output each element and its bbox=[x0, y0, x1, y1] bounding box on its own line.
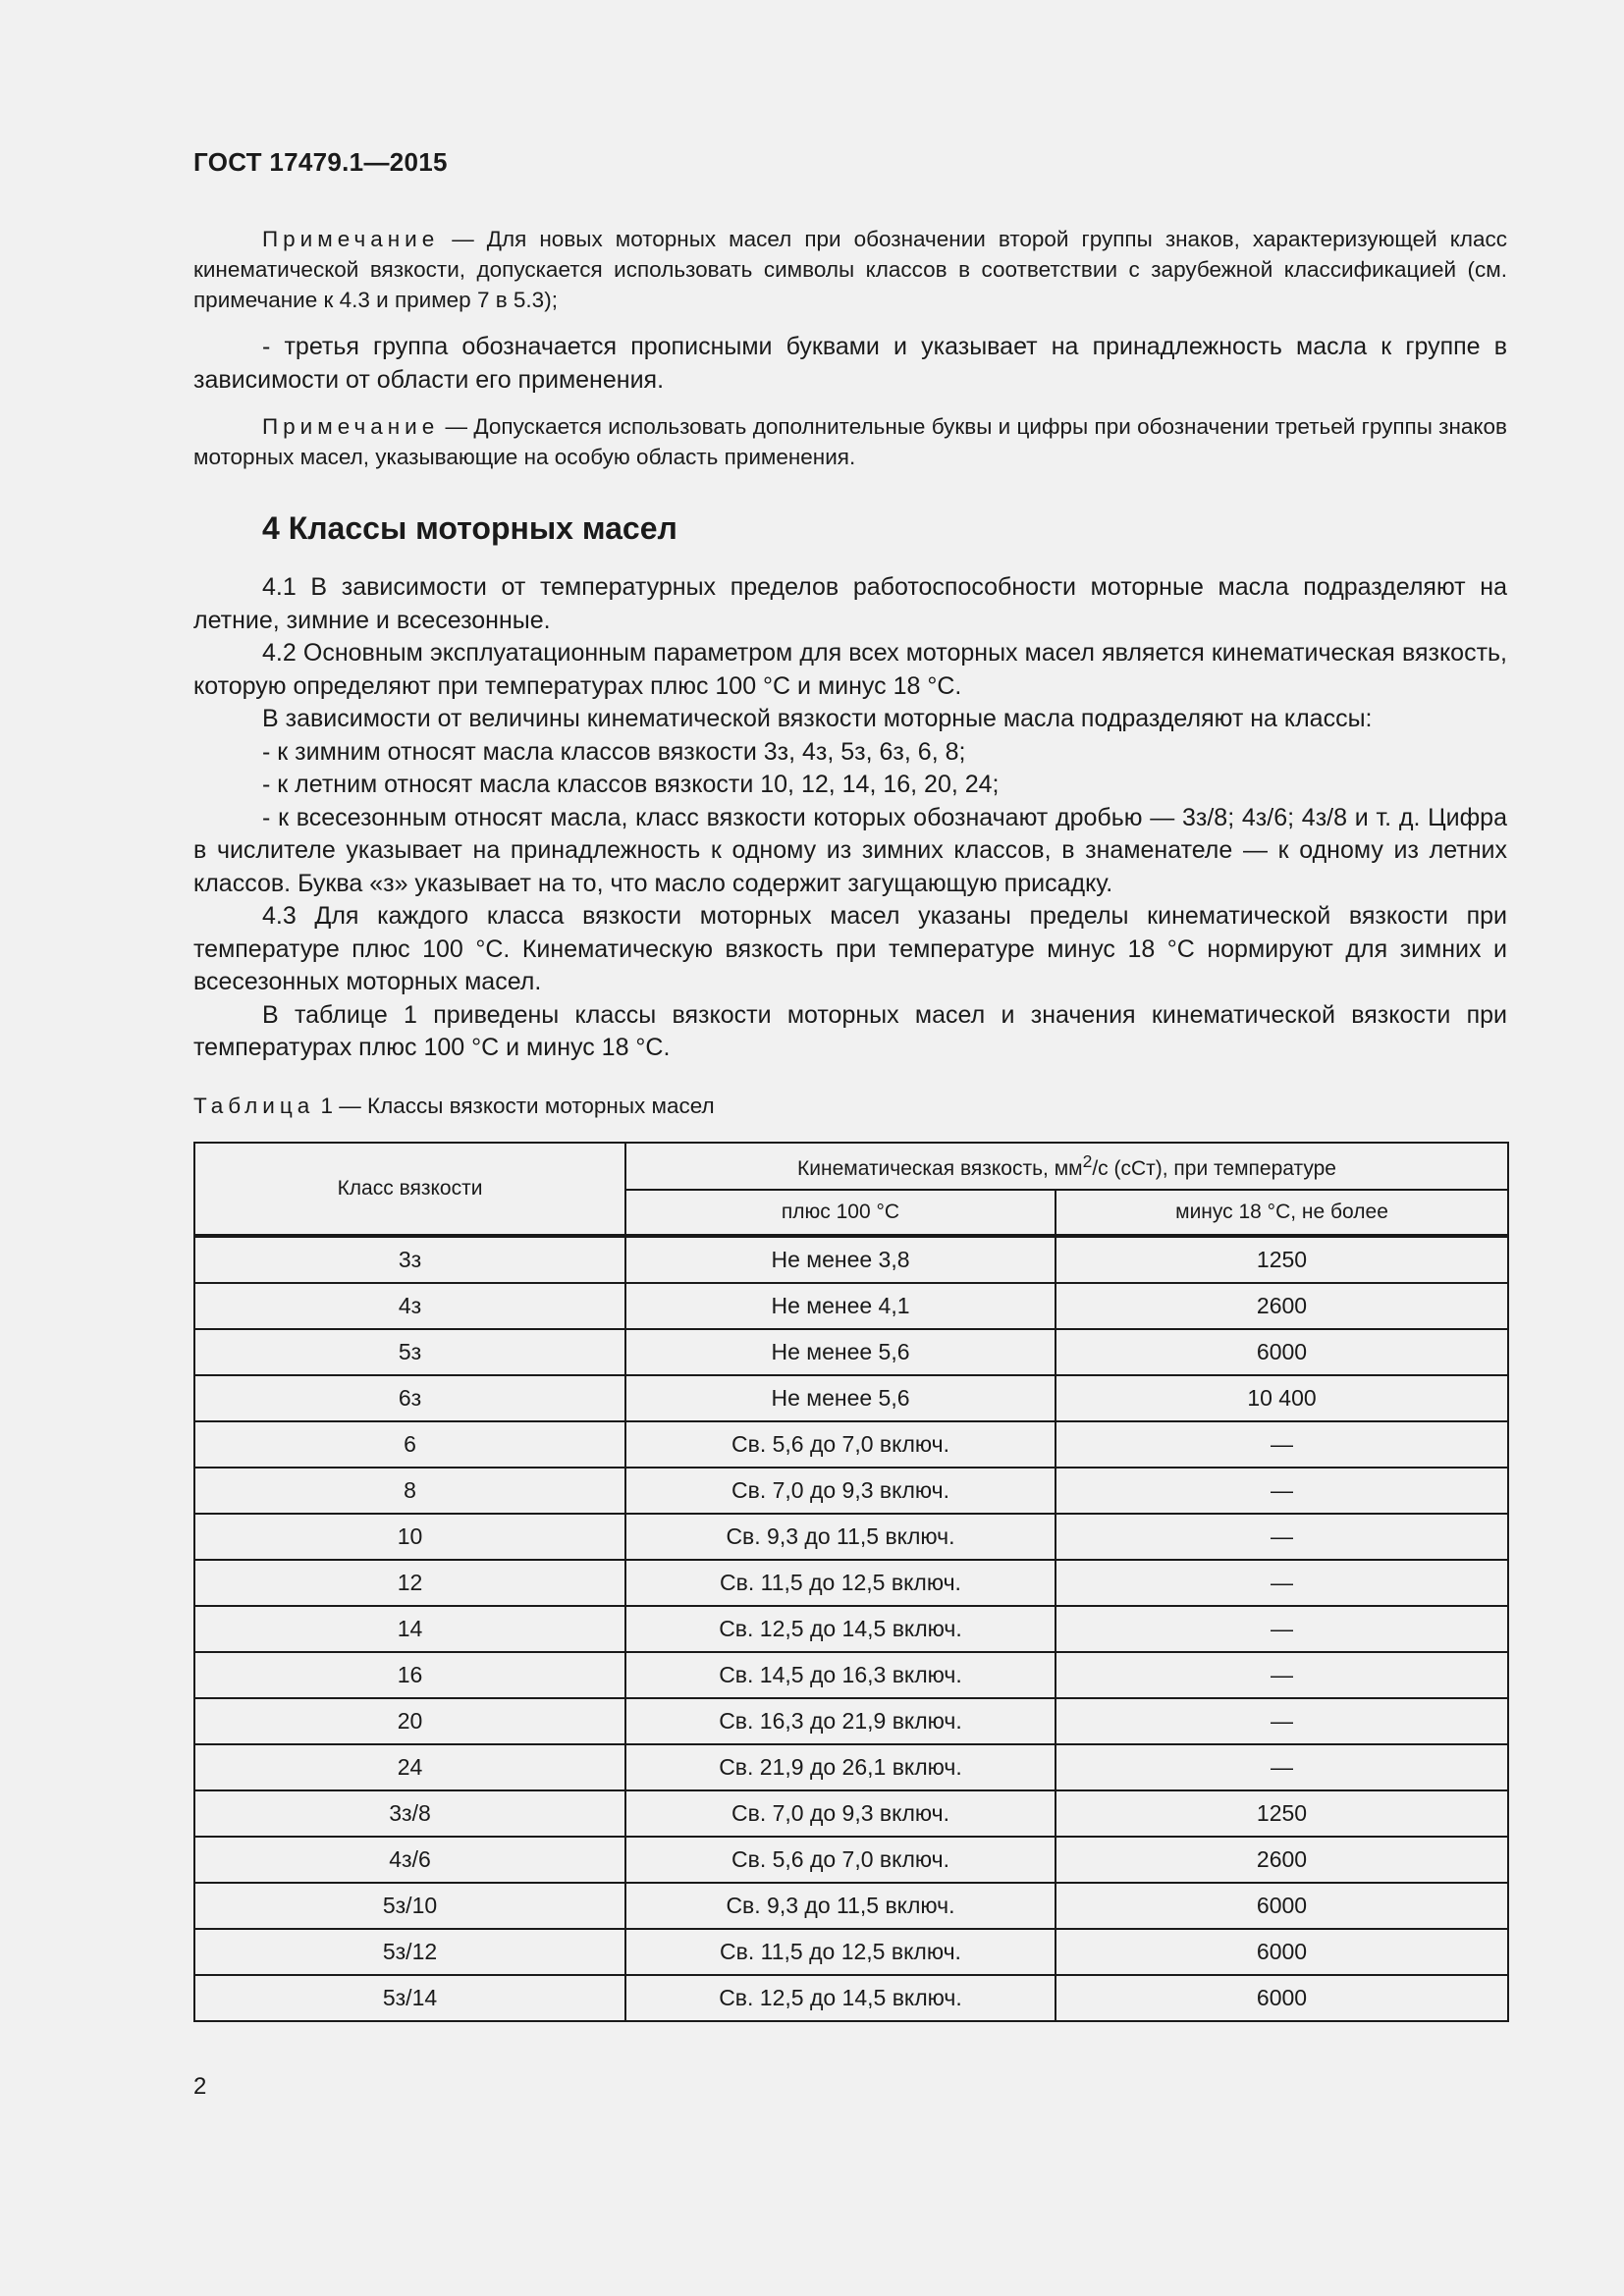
cell-minus-18: 1250 bbox=[1056, 1790, 1508, 1837]
table-row bbox=[194, 1837, 1508, 1883]
table-row bbox=[194, 1560, 1508, 1606]
cell-minus-18: 6000 bbox=[1056, 1329, 1508, 1375]
cell-plus-100: Св. 7,0 до 9,3 включ. bbox=[625, 1790, 1056, 1837]
cell-class: 3з bbox=[194, 1236, 625, 1283]
table-row bbox=[194, 1421, 1508, 1468]
cell-minus-18: — bbox=[1056, 1744, 1508, 1790]
cell-minus-18: — bbox=[1056, 1468, 1508, 1514]
paragraph-winter: - к зимним относят масла классов вязкости 3з, 4з, 5з, 6з, 6, 8; bbox=[262, 737, 966, 766]
cell-minus-18: — bbox=[1056, 1698, 1508, 1744]
table-row bbox=[194, 1790, 1508, 1837]
table-row bbox=[194, 1606, 1508, 1652]
cell-plus-100: Св. 11,5 до 12,5 включ. bbox=[625, 1560, 1056, 1606]
note-paragraph-2 bbox=[193, 411, 1507, 472]
cell-plus-100: Св. 21,9 до 26,1 включ. bbox=[625, 1744, 1056, 1790]
table-row bbox=[194, 1329, 1508, 1375]
table-row bbox=[194, 1929, 1508, 1975]
cell-class: 12 bbox=[194, 1560, 625, 1606]
paragraph-summer: - к летним относят масла классов вязкости 10, 12, 14, 16, 20, 24; bbox=[262, 771, 1000, 798]
cell-plus-100: Св. 5,6 до 7,0 включ. bbox=[625, 1421, 1056, 1468]
cell-plus-100: Не менее 3,8 bbox=[625, 1236, 1056, 1283]
table-caption bbox=[193, 1094, 1507, 1119]
standard-header: ГОСТ 17479.1—2015 bbox=[193, 147, 448, 177]
cell-class: 24 bbox=[194, 1744, 625, 1790]
table-row bbox=[194, 1236, 1508, 1283]
cell-plus-100: Не менее 5,6 bbox=[625, 1375, 1056, 1421]
cell-plus-100: Св. 5,6 до 7,0 включ. bbox=[625, 1837, 1056, 1883]
cell-minus-18: — bbox=[1056, 1560, 1508, 1606]
table-body bbox=[194, 1236, 1508, 2021]
cell-minus-18: 2600 bbox=[1056, 1837, 1508, 1883]
cell-minus-18: — bbox=[1056, 1514, 1508, 1560]
cell-class: 20 bbox=[194, 1698, 625, 1744]
cell-plus-100: Св. 14,5 до 16,3 включ. bbox=[625, 1652, 1056, 1698]
paragraph-4-2: 4.2 Основным эксплуатационным параметром для всех моторных масел является кинематическая вязкость, которую определяют при температурах плюс 100 °С и минус 18 °С. bbox=[193, 639, 1507, 700]
paragraph-table-ref: В таблице 1 приведены классы вязкости моторных масел и значения кинематической вязкости при температурах плюс 100 °С и минус 18 °С. bbox=[193, 1000, 1507, 1061]
cell-plus-100: Не менее 4,1 bbox=[625, 1283, 1056, 1329]
paragraph-classes: В зависимости от величины кинематической вязкости моторные масла подразделяют на классы: bbox=[262, 705, 1373, 732]
paragraph-4-1: 4.1 В зависимости от температурных пределов работоспособности моторные масла подразделяют на летние, зимние и всесезонные. bbox=[193, 573, 1507, 634]
note-paragraph-1 bbox=[193, 224, 1507, 315]
note-text: — Для новых моторных масел при обозначении второй группы знаков, характеризующей класс кинематической вязкости, допускается использовать символы классов в соответствии с зарубежной классификацией (см. примечание к 4.3 и пример 7 в 5.3); bbox=[193, 227, 1507, 312]
table-row bbox=[194, 1283, 1508, 1329]
cell-plus-100: Св. 11,5 до 12,5 включ. bbox=[625, 1929, 1056, 1975]
table-row bbox=[194, 1975, 1508, 2021]
table-row bbox=[194, 1652, 1508, 1698]
cell-minus-18: 6000 bbox=[1056, 1883, 1508, 1929]
section-body bbox=[193, 571, 1507, 1065]
header-plus-100: плюс 100 °С bbox=[625, 1190, 1056, 1236]
cell-plus-100: Св. 9,3 до 11,5 включ. bbox=[625, 1514, 1056, 1560]
page-number: 2 bbox=[193, 2073, 207, 2100]
cell-minus-18: 2600 bbox=[1056, 1283, 1508, 1329]
paragraph-4-3: 4.3 Для каждого класса вязкости моторных масел указаны пределы кинематической вязкости при температуре плюс 100 °С. Кинематическую вязкость при температуре минус 18 °С нормируют для зимних и всесезонных моторных масел. bbox=[193, 902, 1507, 995]
cell-class: 5з bbox=[194, 1329, 625, 1375]
cell-class: 3з/8 bbox=[194, 1790, 625, 1837]
table-row bbox=[194, 1744, 1508, 1790]
note-label: Примечание bbox=[262, 227, 440, 251]
cell-class: 6з bbox=[194, 1375, 625, 1421]
cell-minus-18: 10 400 bbox=[1056, 1375, 1508, 1421]
table-row bbox=[194, 1375, 1508, 1421]
cell-class: 6 bbox=[194, 1421, 625, 1468]
cell-minus-18: — bbox=[1056, 1606, 1508, 1652]
paragraph-allseason: - к всесезонным относят масла, класс вязкости которых обозначают дробью — 3з/8; 4з/6; 4з/8 и т. д. Цифра в числителе указывает на принадлежность к одному из зимних классов, в знаменателе — к одному из летних классов. Буква «з» указывает на то, что масло содержит загущающую присадку. bbox=[193, 803, 1507, 897]
header-minus-18: минус 18 °С, не более bbox=[1056, 1190, 1508, 1236]
table-row bbox=[194, 1883, 1508, 1929]
cell-class: 4з bbox=[194, 1283, 625, 1329]
table-row bbox=[194, 1468, 1508, 1514]
table-caption-text: 1 — Классы вязкости моторных масел bbox=[314, 1094, 715, 1118]
cell-plus-100: Св. 12,5 до 14,5 включ. bbox=[625, 1975, 1056, 2021]
paragraph-third-group: - третья группа обозначается прописными буквами и указывает на принадлежность масла к группе в зависимости от области его применения. bbox=[193, 333, 1507, 394]
cell-class: 5з/10 bbox=[194, 1883, 625, 1929]
table-row bbox=[194, 1698, 1508, 1744]
table-caption-label: Таблица bbox=[193, 1094, 315, 1118]
cell-minus-18: — bbox=[1056, 1421, 1508, 1468]
cell-class: 14 bbox=[194, 1606, 625, 1652]
section-heading: 4 Классы моторных масел bbox=[262, 510, 677, 546]
viscosity-table-wrap bbox=[193, 1142, 1507, 2022]
cell-class: 5з/12 bbox=[194, 1929, 625, 1975]
header-kinematic-viscosity: Кинематическая вязкость, $мм^2/с$ (сСт), при температуре bbox=[625, 1143, 1508, 1190]
cell-minus-18: 6000 bbox=[1056, 1929, 1508, 1975]
table-row bbox=[194, 1514, 1508, 1560]
note-label: Примечание bbox=[262, 414, 440, 439]
viscosity-table bbox=[193, 1142, 1509, 2022]
cell-minus-18: — bbox=[1056, 1652, 1508, 1698]
cell-minus-18: 6000 bbox=[1056, 1975, 1508, 2021]
cell-class: 10 bbox=[194, 1514, 625, 1560]
cell-class: 16 bbox=[194, 1652, 625, 1698]
cell-plus-100: Св. 12,5 до 14,5 включ. bbox=[625, 1606, 1056, 1652]
cell-class: 5з/14 bbox=[194, 1975, 625, 2021]
note-text: — Допускается использовать дополнительные буквы и цифры при обозначении третьей группы знаков моторных масел, указывающие на особую область применения. bbox=[193, 414, 1507, 469]
cell-plus-100: Св. 9,3 до 11,5 включ. bbox=[625, 1883, 1056, 1929]
cell-plus-100: Не менее 5,6 bbox=[625, 1329, 1056, 1375]
cell-minus-18: 1250 bbox=[1056, 1236, 1508, 1283]
cell-plus-100: Св. 7,0 до 9,3 включ. bbox=[625, 1468, 1056, 1514]
cell-class: 4з/6 bbox=[194, 1837, 625, 1883]
cell-class: 8 bbox=[194, 1468, 625, 1514]
header-class: Класс вязкости bbox=[194, 1143, 625, 1236]
cell-plus-100: Св. 16,3 до 21,9 включ. bbox=[625, 1698, 1056, 1744]
